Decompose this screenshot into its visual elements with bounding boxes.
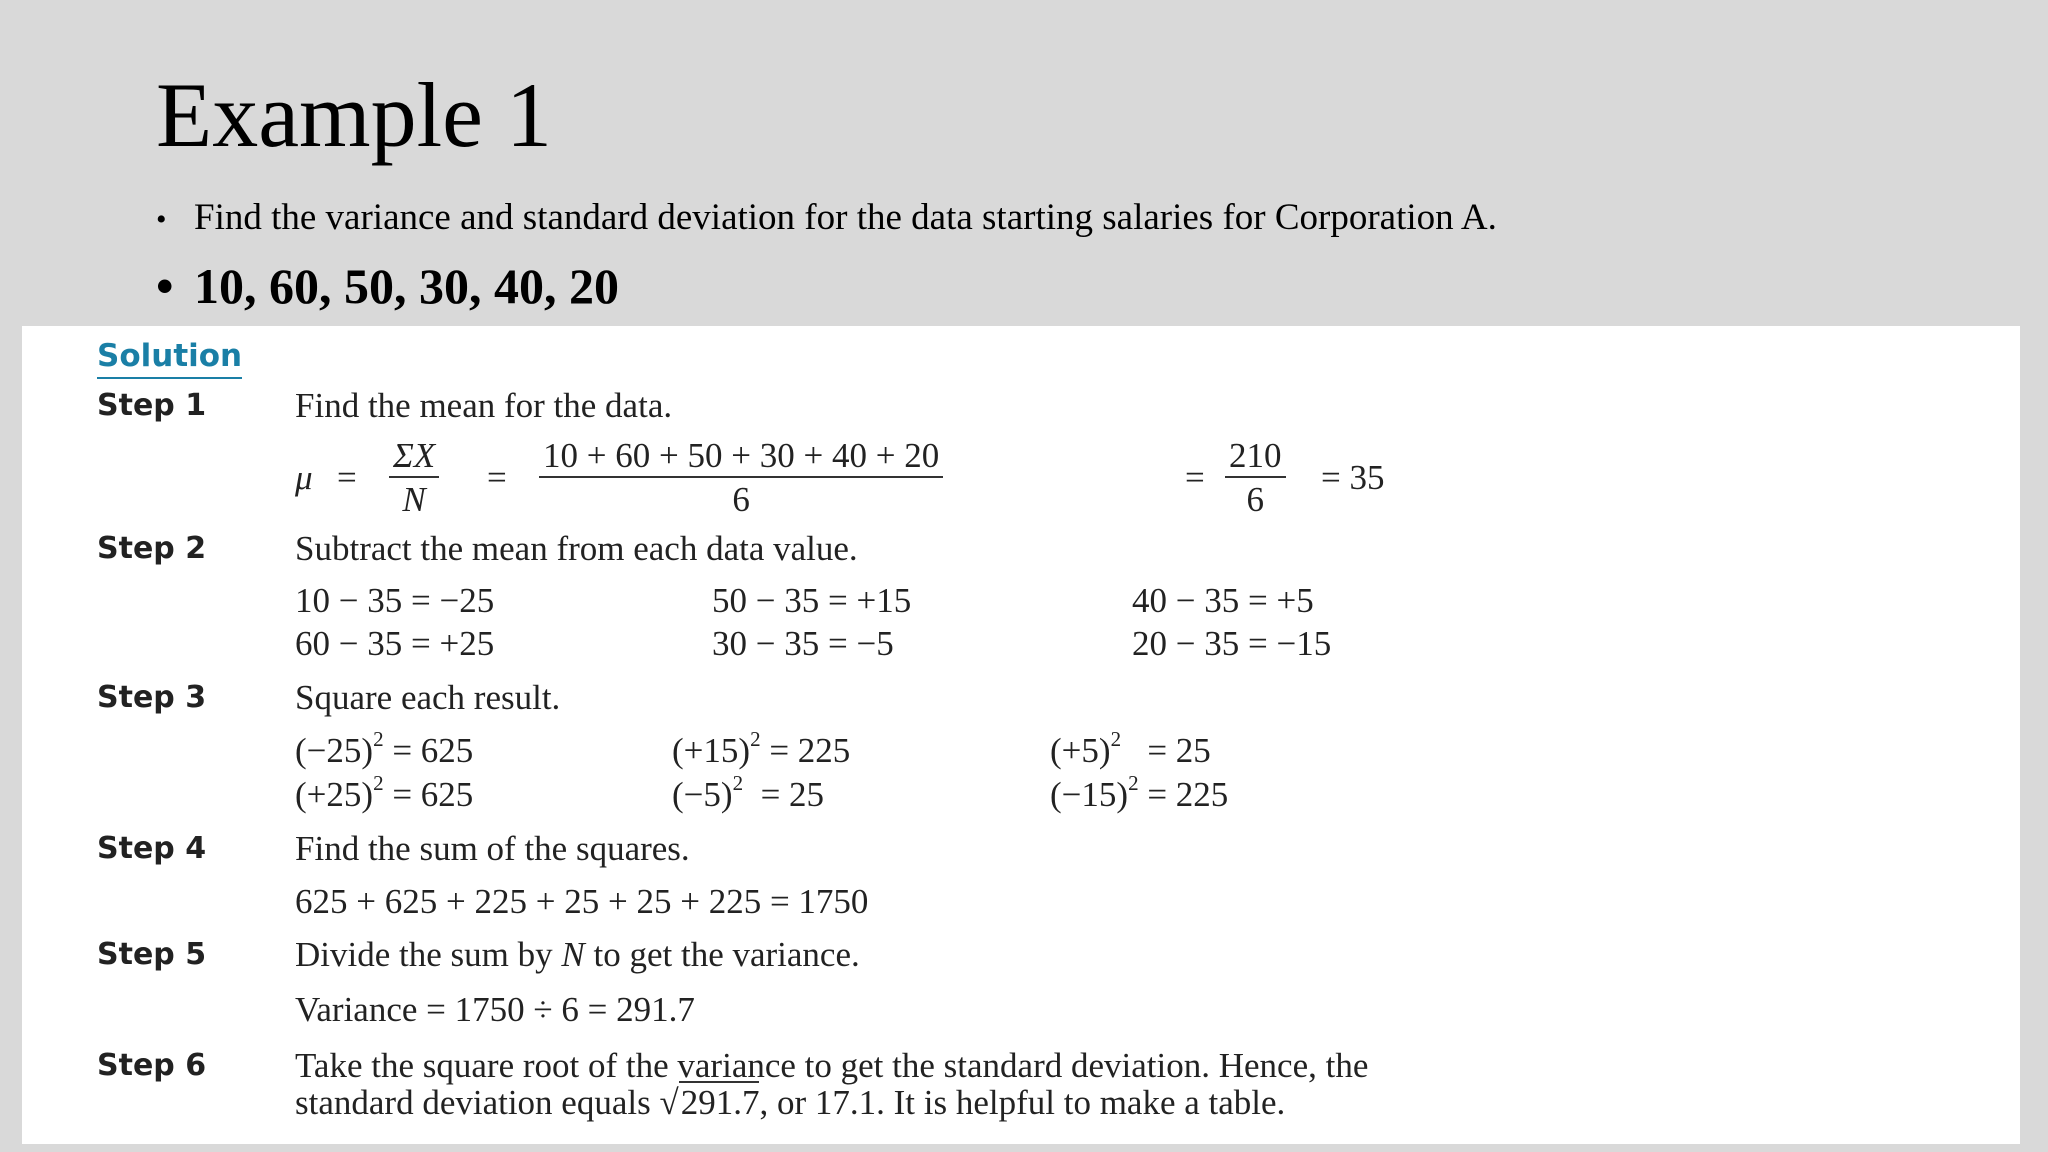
equals-sign: =: [487, 458, 507, 497]
step-1-label: Step 1: [97, 388, 207, 423]
expanded-numerator: 10 + 60 + 50 + 30 + 40 + 20: [539, 436, 943, 478]
step-1-text: Find the mean for the data.: [295, 386, 673, 425]
square-result: $(+15)^2 = 225$: [672, 727, 851, 770]
mu-symbol: μ: [295, 458, 313, 497]
mean-result: = 35: [1321, 458, 1385, 497]
square-result: $(+5)^2 = 25$: [1050, 727, 1211, 770]
difference: 30 − 35 = −5: [712, 624, 894, 663]
step-5-label: Step 5: [97, 937, 207, 972]
step-3-text: Square each result.: [295, 678, 561, 717]
sum-denominator: N: [402, 480, 426, 519]
bullet-text: Find the variance and standard deviation for the data starting salaries for Corporation A.: [194, 197, 1497, 238]
difference: 50 − 35 = +15: [712, 581, 912, 620]
difference: 10 − 35 = −25: [295, 581, 495, 620]
expanded-fraction: [539, 436, 943, 520]
sum-numerator: ΣX: [389, 436, 439, 478]
equals-sign: =: [337, 458, 357, 497]
solution-heading: Solution: [97, 336, 242, 379]
difference: 20 − 35 = −15: [1132, 624, 1332, 663]
radicand: 291.7: [680, 1083, 760, 1122]
equals-sign: =: [1185, 458, 1205, 497]
expanded-denominator: 6: [732, 480, 750, 519]
step-2-text: Subtract the mean from each data value.: [295, 529, 858, 568]
bullet-data-values: [156, 256, 619, 316]
square-result: $(-25)^2 = 625$: [295, 727, 474, 770]
difference: 40 − 35 = +5: [1132, 581, 1314, 620]
sum-fraction: [389, 436, 439, 520]
step-3-label: Step 3: [97, 680, 207, 715]
step-6-text-line-1: Take the square root of the variance to get the standard deviation. Hence, the: [295, 1046, 1369, 1085]
solution-panel: [22, 326, 2020, 1144]
square-result: $(+25)^2 = 625$: [295, 771, 474, 814]
sqrt-symbol: √: [659, 1083, 679, 1122]
step-4-label: Step 4: [97, 831, 207, 866]
sum-of-squares: 625 + 625 + 225 + 25 + 25 + 225 = 1750: [295, 882, 869, 921]
square-root: [659, 1083, 759, 1123]
bullet-dot: •: [156, 203, 167, 236]
slide-title: Example 1: [156, 64, 552, 166]
total-fraction: [1225, 436, 1286, 520]
total-denominator: 6: [1246, 480, 1264, 519]
total-numerator: 210: [1225, 436, 1286, 478]
data-values: 10, 60, 50, 30, 40, 20: [194, 258, 619, 314]
bullet-problem-statement: [156, 196, 1497, 242]
step-4-text: Find the sum of the squares.: [295, 829, 690, 868]
variance-result: Variance = 1750 ÷ 6 = 291.7: [295, 990, 695, 1029]
square-result: $(-5)^2 = 25$: [672, 771, 825, 814]
square-result: $(-15)^2 = 225$: [1050, 771, 1229, 814]
step-6-label: Step 6: [97, 1048, 207, 1083]
step-5-text: Divide the sum by N to get the variance.: [295, 935, 860, 974]
bullet-dot: •: [156, 258, 174, 314]
step-2-label: Step 2: [97, 531, 207, 566]
difference: 60 − 35 = +25: [295, 624, 495, 663]
step-6-text-line-2: standard deviation equals √291.7, or 17.1. It is helpful to make a table.: [295, 1083, 1286, 1122]
